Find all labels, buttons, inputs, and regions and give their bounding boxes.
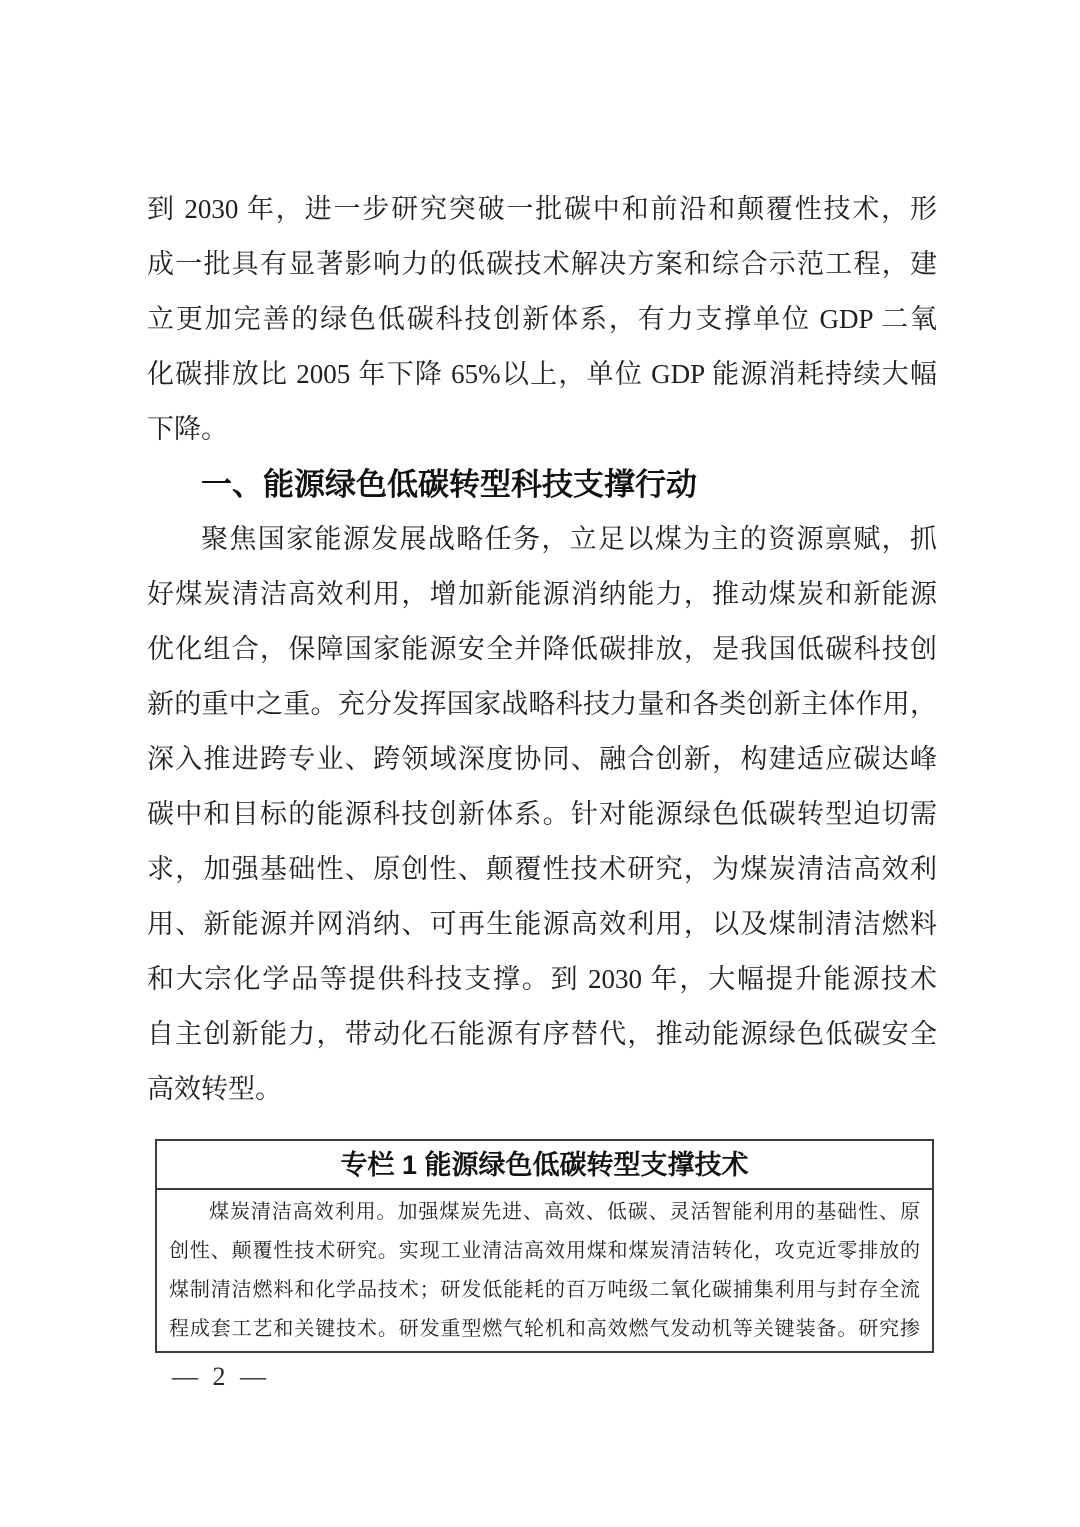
section-paragraph — [147, 512, 937, 1117]
column-box-body — [157, 1190, 932, 1351]
text-line: 求，加强基础性、原创性、颠覆性技术研究，为煤炭清洁高效利 — [147, 854, 937, 884]
text-line: 下降。 — [147, 414, 228, 444]
text-line: 成一批具有显著影响力的低碳技术解决方案和综合示范工程，建 — [147, 249, 937, 279]
text-line: 程成套工艺和关键技术。研发重型燃气轮机和高效燃气发动机等关键装备。研究掺 — [169, 1318, 920, 1340]
document-page — [147, 182, 937, 1353]
section-heading: 一、能源绿色低碳转型科技支撑行动 — [201, 467, 697, 502]
column-box-title: 专栏 1 能源绿色低碳转型支撑技术 — [157, 1141, 932, 1190]
column-box-1 — [155, 1139, 934, 1353]
text-line: 聚焦国家能源发展战略任务，立足以煤为主的资源禀赋，抓 — [201, 524, 937, 554]
text-line: 深入推进跨专业、跨领域深度协同、融合创新，构建适应碳达峰 — [147, 744, 937, 774]
page-number: — 2 — — [172, 1362, 270, 1391]
text-line: 自主创新能力，带动化石能源有序替代，推动能源绿色低碳安全 — [147, 1019, 937, 1049]
text-line: 用、新能源并网消纳、可再生能源高效利用，以及煤制清洁燃料 — [147, 909, 937, 939]
text-line: 优化组合，保障国家能源安全并降低碳排放，是我国低碳科技创 — [147, 634, 937, 664]
text-line: 到 2030 年，进一步研究突破一批碳中和前沿和颠覆性技术，形 — [147, 194, 937, 224]
text-line: 新的重中之重。充分发挥国家战略科技力量和各类创新主体作用， — [147, 689, 937, 719]
text-line: 创性、颠覆性技术研究。实现工业清洁高效用煤和煤炭清洁转化，攻克近零排放的 — [169, 1240, 920, 1262]
text-line: 高效转型。 — [147, 1074, 282, 1104]
text-line: 碳中和目标的能源科技创新体系。针对能源绿色低碳转型迫切需 — [147, 799, 937, 829]
intro-paragraph — [147, 182, 937, 457]
text-line: 煤制清洁燃料和化学品技术；研发低能耗的百万吨级二氧化碳捕集利用与封存全流 — [169, 1279, 920, 1301]
text-line: 好煤炭清洁高效利用，增加新能源消纳能力，推动煤炭和新能源 — [147, 579, 937, 609]
text-line: 化碳排放比 2005 年下降 65%以上，单位 GDP 能源消耗持续大幅 — [147, 359, 937, 389]
text-line: 和大宗化学品等提供科技支撑。到 2030 年，大幅提升能源技术 — [147, 964, 937, 994]
text-line: 煤炭清洁高效利用。加强煤炭先进、高效、低碳、灵活智能利用的基础性、原 — [209, 1201, 920, 1223]
text-line: 立更加完善的绿色低碳科技创新体系，有力支撑单位 GDP 二氧 — [147, 304, 937, 334]
